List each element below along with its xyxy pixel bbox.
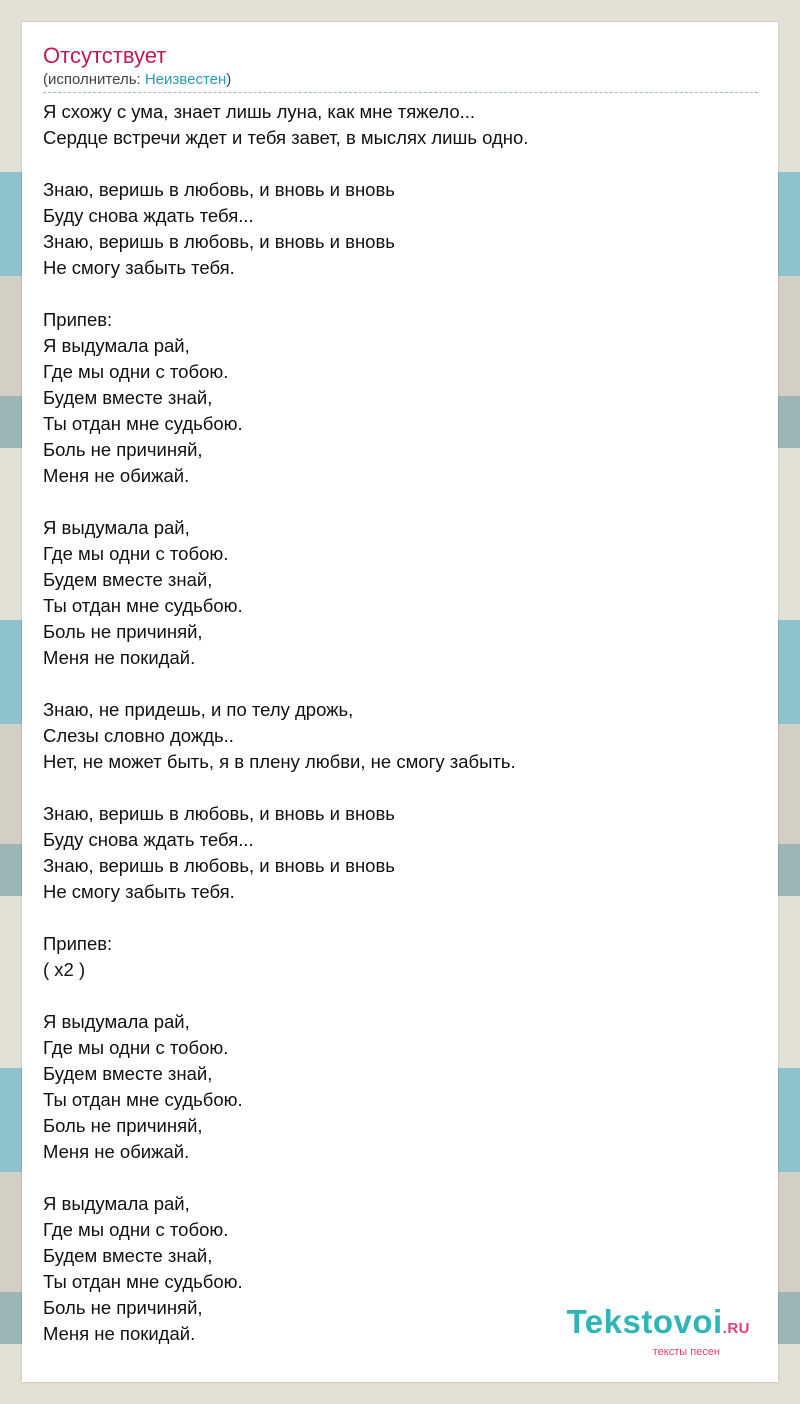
lyrics-stanza bbox=[43, 1009, 758, 1165]
artist-prefix: (исполнитель: bbox=[43, 71, 145, 88]
lyric-line: Где мы одни с тобою. bbox=[43, 361, 229, 382]
site-logo[interactable] bbox=[567, 1305, 750, 1358]
lyric-line: Будем вместе знай, bbox=[43, 387, 213, 408]
lyric-line: Меня не покидай. bbox=[43, 1323, 196, 1344]
lyric-line: ( x2 ) bbox=[43, 959, 86, 980]
lyric-line: Я выдумала рай, bbox=[43, 1193, 190, 1214]
lyric-line: Я выдумала рай, bbox=[43, 335, 190, 356]
lyric-line: Боль не причиняй, bbox=[43, 1297, 203, 1318]
lyric-line: Я выдумала рай, bbox=[43, 1011, 190, 1032]
lyric-line: Знаю, веришь в любовь, и вновь и вновь bbox=[43, 803, 395, 824]
logo-main-text: Tekstovoi bbox=[566, 1303, 723, 1340]
artist-suffix: ) bbox=[226, 71, 232, 88]
lyric-line: Не смогу забыть тебя. bbox=[43, 881, 235, 902]
lyrics-body bbox=[43, 99, 758, 1347]
lyric-line: Припев: bbox=[43, 309, 113, 330]
lyrics-stanza bbox=[43, 99, 758, 151]
lyric-line: Буду снова ждать тебя... bbox=[43, 205, 254, 226]
lyric-line: Где мы одни с тобою. bbox=[43, 543, 229, 564]
lyric-line: Припев: bbox=[43, 933, 113, 954]
lyric-line: Будем вместе знай, bbox=[43, 569, 213, 590]
lyric-line: Ты отдан мне судьбою. bbox=[43, 1271, 243, 1292]
lyric-line: Я выдумала рай, bbox=[43, 517, 190, 538]
lyric-line: Сердце встречи ждет и тебя завет, в мыслях лишь одно. bbox=[43, 127, 529, 148]
lyric-line: Меня не обижай. bbox=[43, 1141, 190, 1162]
lyrics-stanza bbox=[43, 801, 758, 905]
lyric-line: Ты отдан мне судьбою. bbox=[43, 1089, 243, 1110]
lyric-line: Нет, не может быть, я в плену любви, не смогу забыть. bbox=[43, 751, 516, 772]
lyrics-stanza bbox=[43, 177, 758, 281]
lyric-line: Не смогу забыть тебя. bbox=[43, 257, 235, 278]
lyric-line: Боль не причиняй, bbox=[43, 621, 203, 642]
artist-link[interactable]: Неизвестен bbox=[144, 71, 227, 88]
lyric-line: Ты отдан мне судьбою. bbox=[43, 595, 243, 616]
song-title: Отсутствует bbox=[43, 43, 167, 68]
lyric-line: Меня не обижай. bbox=[43, 465, 190, 486]
lyric-line: Где мы одни с тобою. bbox=[43, 1219, 229, 1240]
lyric-line: Ты отдан мне судьбою. bbox=[43, 413, 243, 434]
lyric-line: Слезы словно дождь.. bbox=[43, 725, 234, 746]
lyric-line: Меня не покидай. bbox=[43, 647, 196, 668]
lyrics-stanza bbox=[43, 931, 758, 983]
lyric-line: Знаю, не придешь, и по телу дрожь, bbox=[43, 699, 354, 720]
lyric-line: Знаю, веришь в любовь, и вновь и вновь bbox=[43, 855, 395, 876]
lyrics-card bbox=[22, 22, 778, 1382]
lyric-line: Где мы одни с тобою. bbox=[43, 1037, 229, 1058]
logo-tagline: тексты песен bbox=[652, 1346, 720, 1358]
lyric-line: Боль не причиняй, bbox=[43, 1115, 203, 1136]
lyrics-stanza bbox=[43, 697, 758, 775]
lyric-line: Знаю, веришь в любовь, и вновь и вновь bbox=[43, 179, 395, 200]
artist-line bbox=[43, 70, 758, 93]
lyric-line: Будем вместе знай, bbox=[43, 1063, 213, 1084]
lyric-line: Я схожу с ума, знает лишь луна, как мне тяжело... bbox=[43, 101, 476, 122]
lyric-line: Будем вместе знай, bbox=[43, 1245, 213, 1266]
lyrics-stanza bbox=[43, 307, 758, 489]
lyric-line: Боль не причиняй, bbox=[43, 439, 203, 460]
logo-domain: .RU bbox=[722, 1320, 750, 1337]
lyric-line: Буду снова ждать тебя... bbox=[43, 829, 254, 850]
lyric-line: Знаю, веришь в любовь, и вновь и вновь bbox=[43, 231, 395, 252]
lyrics-stanza bbox=[43, 515, 758, 671]
